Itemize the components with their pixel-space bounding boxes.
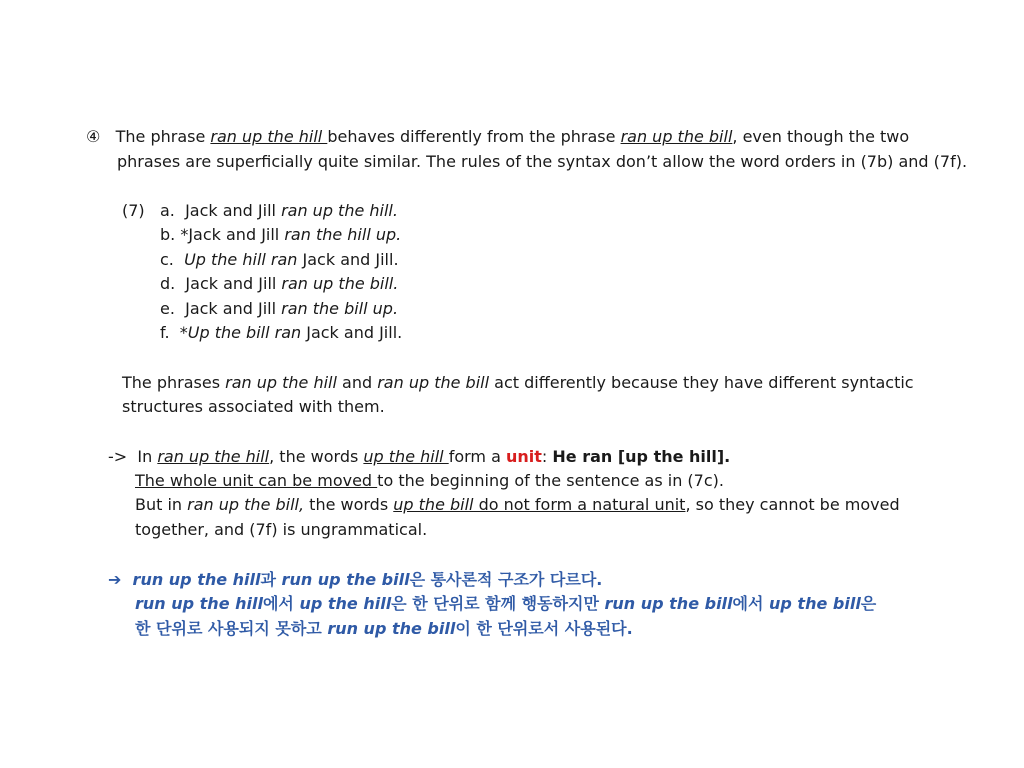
phrase-hill: ran up the hill: [225, 373, 337, 392]
item-label: c.: [160, 250, 174, 269]
item-label: f.: [160, 323, 170, 342]
arrow-line-4: together, and (7f) is ungrammatical.: [135, 520, 428, 539]
arrow-text: , the words: [269, 447, 364, 466]
phrase-up-the-hill: up the hill: [363, 447, 449, 466]
example-item-d: [160, 274, 398, 294]
phrase-bill: ran up the bill,: [187, 495, 305, 514]
intro-line-1: [86, 127, 909, 147]
phrase-bill: ran up the bill: [377, 373, 490, 392]
korean-phrase: run up the bill: [327, 619, 456, 638]
korean-phrase: up the hill: [299, 594, 392, 613]
explanation-text: act differently because they have different syntactic: [489, 373, 914, 392]
korean-text: 과: [260, 570, 282, 589]
bracketed-example: He ran [up the hill].: [552, 447, 731, 466]
arrow-text: the words: [304, 495, 394, 514]
item-italic: ran the bill up.: [281, 299, 399, 318]
example-item-e: [160, 299, 398, 319]
korean-phrase: up the bill: [769, 594, 861, 613]
korean-text: 이 한 단위로서 사용된다.: [455, 619, 633, 638]
moved-unit-text: The whole unit can be moved: [135, 471, 378, 490]
item-italic: Up the hill ran: [184, 250, 303, 269]
korean-text: 은 한 단위로 함께 행동하지만: [391, 594, 605, 613]
example-item-c: [160, 250, 399, 270]
arrow-text: In: [137, 447, 158, 466]
item-plain: Jack and Jill: [188, 225, 285, 244]
korean-phrase: run up the hill: [132, 570, 261, 589]
arrow-line-3: [135, 495, 900, 515]
intro-text: The phrase: [115, 127, 211, 146]
arrow-marker: ->: [108, 447, 128, 466]
not-natural-unit-text: do not form a natural unit: [473, 495, 686, 514]
intro-text: , even though the two: [732, 127, 910, 146]
example-item-b: [160, 225, 401, 245]
phrase-hill: ran up the hill: [157, 447, 270, 466]
phrase-bill: ran up the bill: [620, 127, 733, 146]
item-italic: ran up the bill.: [281, 274, 399, 293]
item-italic: ran up the hill.: [281, 201, 398, 220]
explanation-line-1: [122, 373, 914, 393]
item-label: a.: [160, 201, 175, 220]
intro-line-2: phrases are superficially quite similar. The rules of the syntax don’t allow the word orders in (7b) and (7f).: [117, 152, 968, 171]
item-italic: ran the hill up.: [284, 225, 402, 244]
example-item-f: [160, 323, 402, 343]
korean-text: 은 통사론적 구조가 다르다.: [409, 570, 603, 589]
korean-text: 에서: [732, 594, 770, 613]
arrow-text: form a: [448, 447, 506, 466]
item-label: e.: [160, 299, 175, 318]
item-label: d.: [160, 274, 176, 293]
item-plain: Jack and Jill: [185, 274, 282, 293]
example-item-a: [160, 201, 398, 221]
arrow-line-1: [108, 447, 730, 467]
circled-number-marker: ④: [86, 127, 101, 146]
korean-phrase: run up the bill: [604, 594, 733, 613]
korean-text: 한 단위로 사용되지 못하고: [135, 619, 328, 638]
intro-text: behaves differently from the phrase: [327, 127, 621, 146]
unit-highlight: unit: [505, 447, 542, 466]
right-arrow-icon: ➔: [108, 570, 122, 589]
item-plain: Jack and Jill.: [302, 250, 399, 269]
korean-line-2: [135, 594, 876, 614]
explanation-text: The phrases: [122, 373, 226, 392]
korean-phrase: run up the bill: [281, 570, 410, 589]
arrow-line-2: [135, 471, 724, 491]
phrase-hill: ran up the hill: [210, 127, 328, 146]
korean-phrase: run up the hill: [135, 594, 263, 613]
item-label: b. *: [160, 225, 189, 244]
item-plain: Jack and Jill: [185, 299, 282, 318]
korean-text: 에서: [262, 594, 300, 613]
item-plain: Jack and Jill: [185, 201, 282, 220]
korean-line-1: [108, 570, 602, 590]
korean-line-3: [135, 619, 633, 639]
item-plain: Jack and Jill.: [306, 323, 403, 342]
example-number: (7): [122, 201, 145, 220]
korean-text: 은: [860, 594, 877, 613]
arrow-text: :: [541, 447, 553, 466]
explanation-line-2: structures associated with them.: [122, 397, 385, 416]
explanation-text: and: [336, 373, 378, 392]
item-italic: *Up the bill ran: [179, 323, 307, 342]
arrow-text: , so they cannot be moved: [685, 495, 900, 514]
arrow-text: But in: [135, 495, 188, 514]
arrow-text: to the beginning of the sentence as in (7c).: [377, 471, 724, 490]
phrase-up-the-bill: up the bill: [393, 495, 474, 514]
